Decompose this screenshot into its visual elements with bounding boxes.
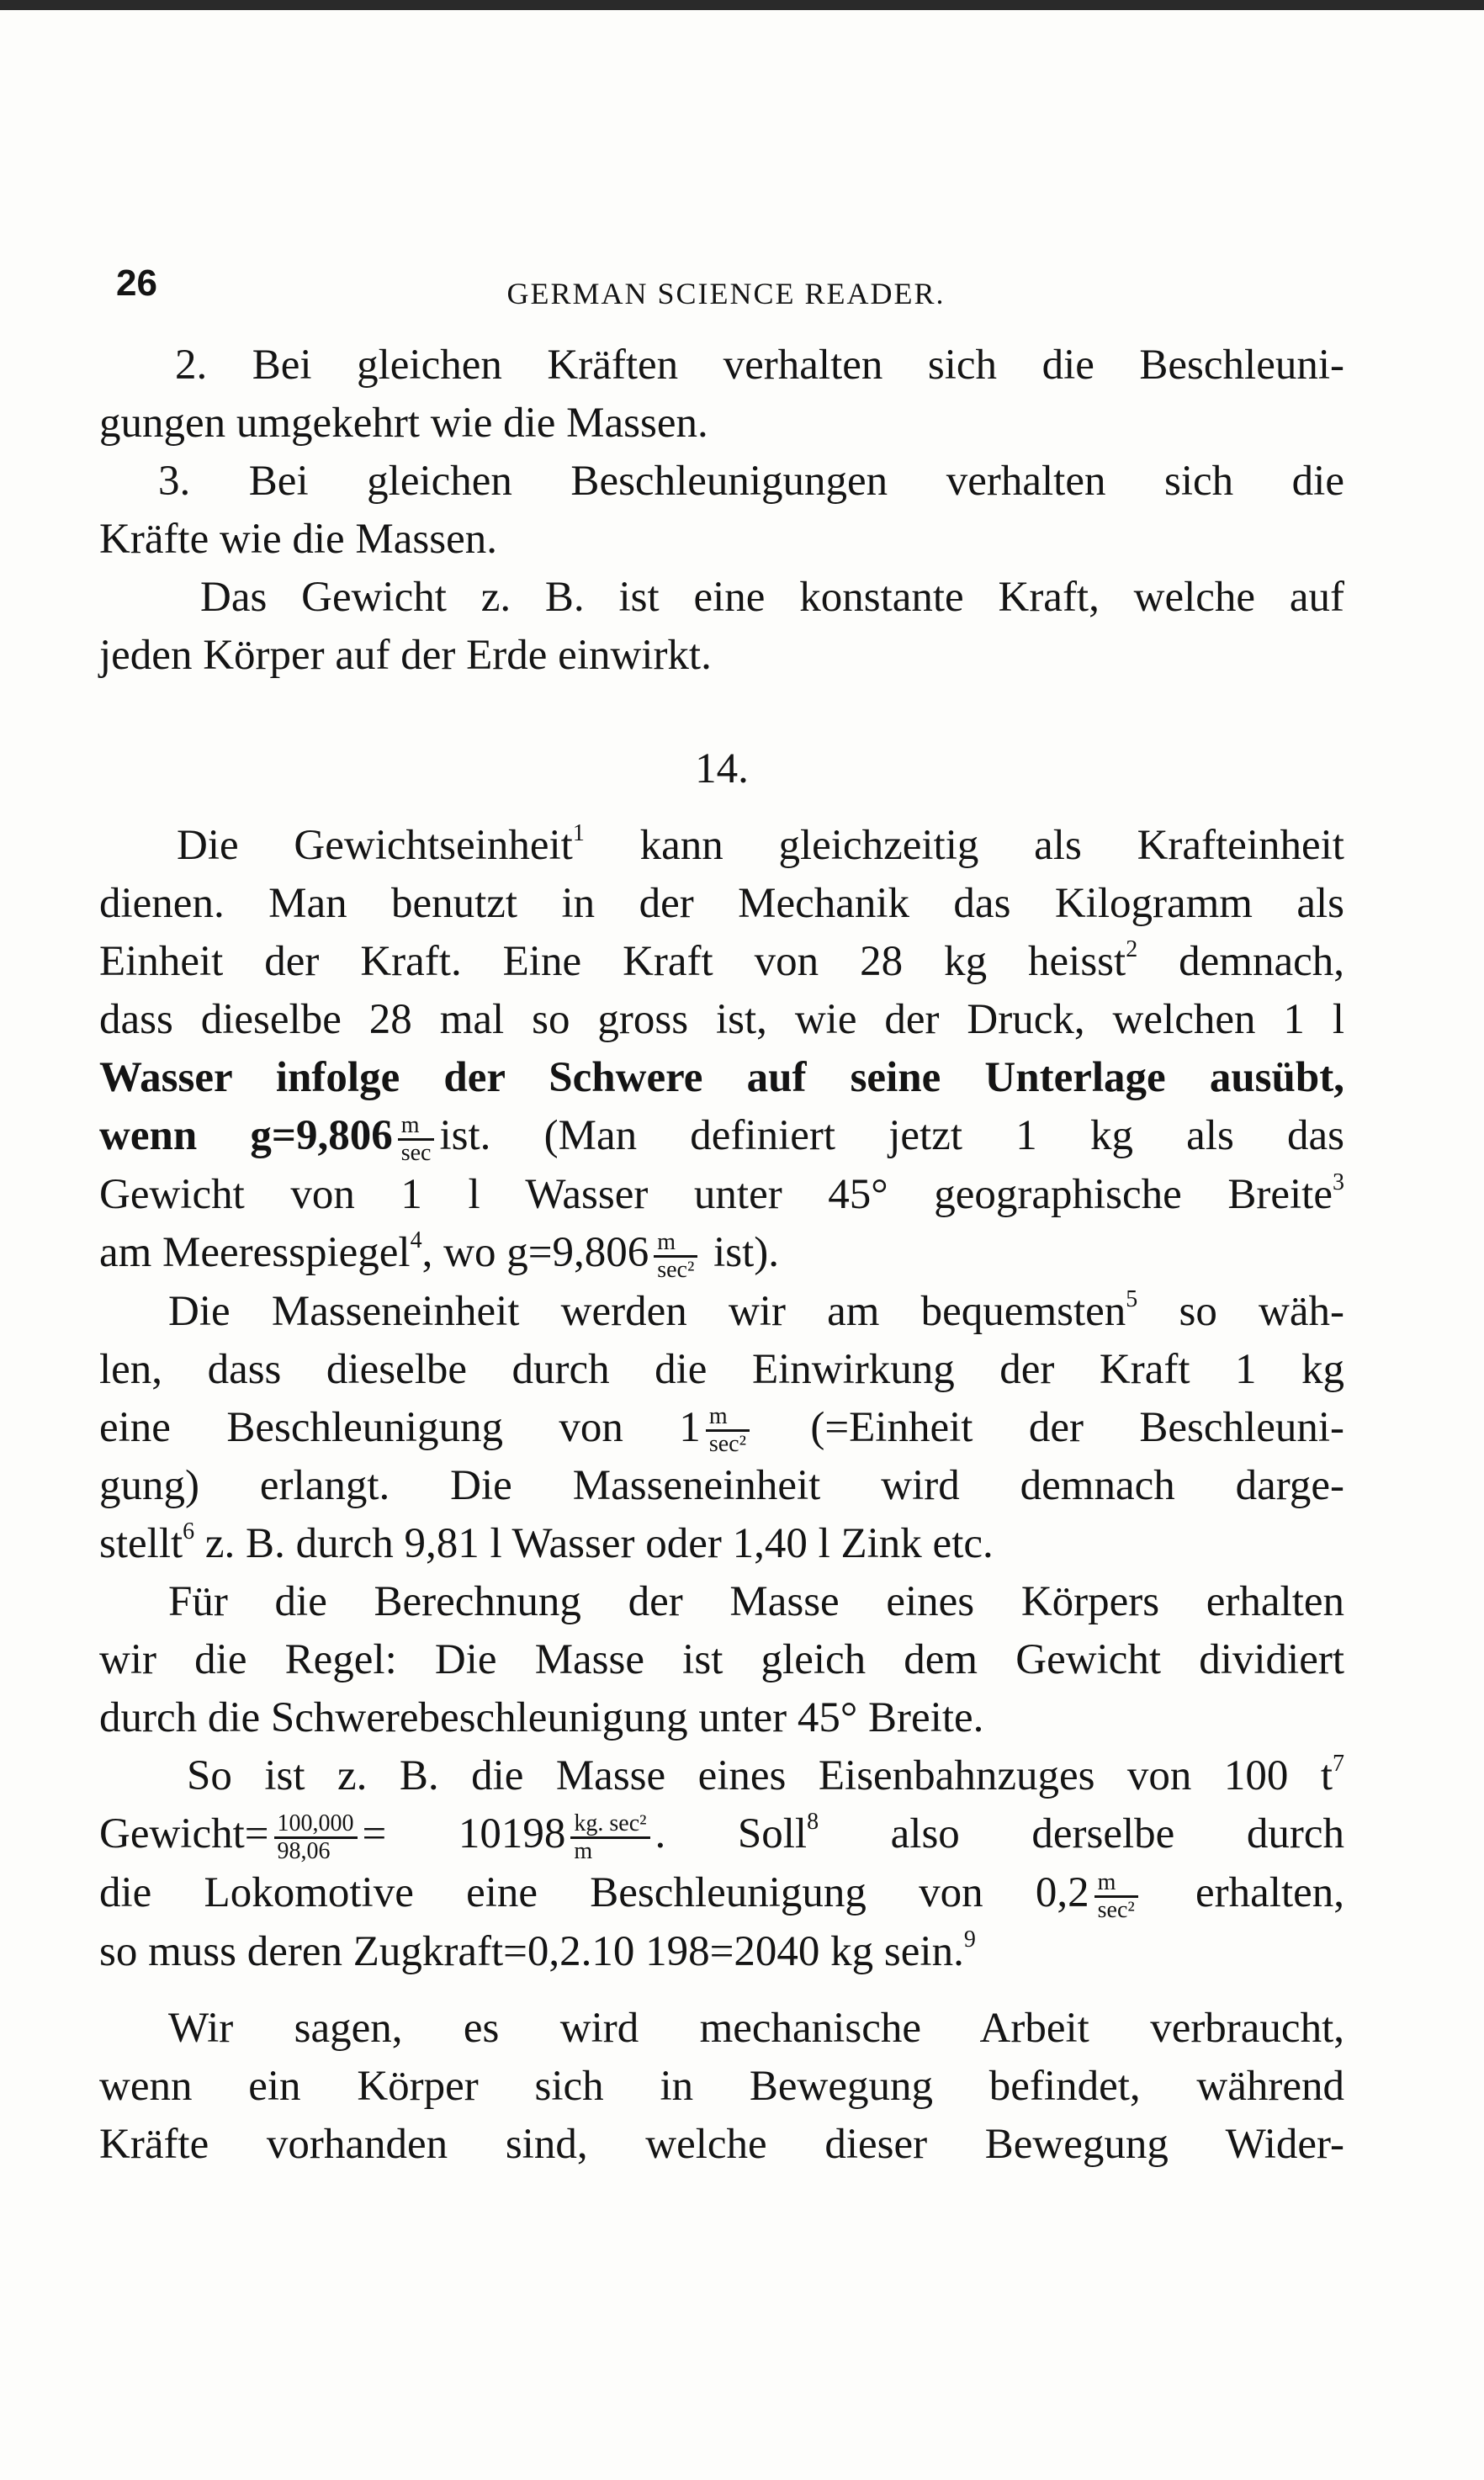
text-line: Das Gewicht z. B. ist eine konstante Kraft, welche auf xyxy=(200,574,1344,621)
text-line: die Lokomotive eine Beschleunigung von 0,2 $\frac{m}{\text{sec²}}$ erhalten, xyxy=(99,1868,1345,1923)
text-line: len, dass dieselbe durch die Einwirkung der Kraft 1 kg xyxy=(99,1345,1344,1393)
text-line: stellt$^6$ z. B. durch 9,81 l Wasser oder 1,40 l Zink etc. xyxy=(99,1518,994,1568)
page-top-border xyxy=(0,0,1484,10)
text-line: gung) erlangt. Die Masseneinheit wird demnach darge- xyxy=(99,1462,1344,1510)
text-line: gungen umgekehrt wie die Massen. xyxy=(99,400,708,447)
text-line: dienen. Man benutzt in der Mechanik das Kilogramm als xyxy=(99,880,1344,927)
text-line: so muss deren Zugkraft=0,2.10 198=2040 kg sein.$^9$ xyxy=(99,1926,976,1975)
text-line: durch die Schwerebeschleunigung unter 45° Breite. xyxy=(99,1694,984,1742)
fraction: $\frac{m}{\sec}$ xyxy=(398,1113,435,1166)
text-line: wenn ein Körper sich in Bewegung befindet, während xyxy=(99,2062,1344,2110)
text-line: wir die Regel: Die Masse ist gleich dem Gewicht dividiert xyxy=(99,1636,1344,1684)
text-line: Die Masseneinheit werden wir am bequemsten$^5$ so wäh- xyxy=(168,1285,1344,1335)
text-line: Gewicht= $\frac{100,000}{98,06}$ = 10198 $\frac{\text{kg. sec²}}{m}$ . Soll$^8$ also derselbe durch xyxy=(99,1809,1344,1865)
text-line: Wasser infolge der Schwere auf seine Unterlage ausübt, xyxy=(99,1054,1344,1101)
page-number: 26 xyxy=(116,262,157,304)
body-text xyxy=(99,336,1344,2174)
text-line: wenn g=9,806 $\frac{m}{\sec}$ ist. (Man definiert jetzt 1 kg als das xyxy=(99,1111,1344,1166)
text-line: Wir sagen, es wird mechanische Arbeit verbraucht, xyxy=(168,2004,1344,2052)
text-line: Gewicht von 1 l Wasser unter 45° geographische Breite$^3$ xyxy=(99,1168,1344,1218)
text-line: Einheit der Kraft. Eine Kraft von 28 kg heisst$^2$ demnach, xyxy=(99,936,1344,985)
section-number: 14. xyxy=(695,745,749,792)
text-line: jeden Körper auf der Erde einwirkt. xyxy=(99,632,712,679)
page-header xyxy=(99,262,1353,313)
text-line: 3. Bei gleichen Beschleunigungen verhalten sich die xyxy=(158,458,1344,505)
text-line: Kräfte vorhanden sind, welche dieser Bewegung Wider- xyxy=(99,2120,1344,2168)
text-line: So ist z. B. die Masse eines Eisenbahnzuges von 100 $t^7$ xyxy=(187,1751,1344,1800)
text-line: eine Beschleunigung von 1 $\frac{m}{\text{sec²}}$ (=Einheit der Beschleuni- xyxy=(99,1403,1344,1458)
text-line: Kräfte wie die Massen. xyxy=(99,516,497,563)
fraction: $\frac{m}{\text{sec²}}$ xyxy=(1094,1870,1138,1923)
text-line: 2. Bei gleichen Kräften verhalten sich die Beschleuni- xyxy=(175,342,1344,389)
text-line: dass dieselbe 28 mal so gross ist, wie der Druck, welchen 1 l xyxy=(99,996,1344,1043)
fraction: $\frac{\text{kg. sec²}}{m}$ xyxy=(570,1811,649,1864)
fraction: $\frac{m}{\text{sec²}}$ xyxy=(654,1230,697,1283)
text-line: Die Gewichtseinheit$^1$ kann gleichzeitig als Krafteinheit xyxy=(177,820,1344,869)
text-line: am Meeresspiegel$^4$, wo g=9,806 $\frac{m}{\text{sec²}}$ ist). xyxy=(99,1227,780,1283)
fraction: $\frac{100,000}{98,06}$ xyxy=(274,1811,358,1864)
text-line: Für die Berechnung der Masse eines Körpers erhalten xyxy=(168,1578,1344,1626)
fraction: $\frac{m}{\text{sec²}}$ xyxy=(706,1404,750,1457)
running-head: GERMAN SCIENCE READER. xyxy=(506,277,946,310)
